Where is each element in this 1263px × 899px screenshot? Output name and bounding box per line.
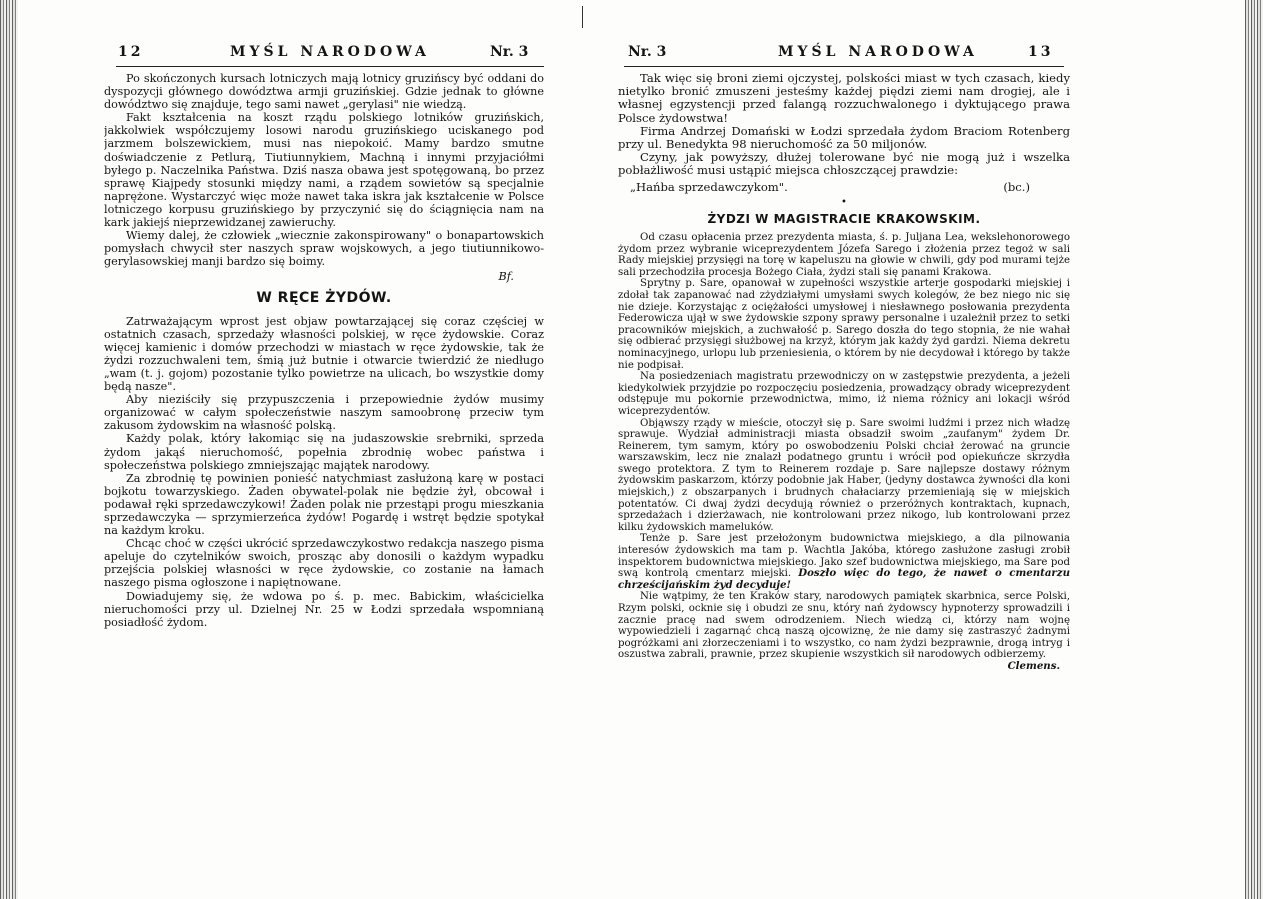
right-quote: „Hańba sprzedawczykom".	[630, 179, 788, 194]
left-page	[0, 0, 590, 899]
right-quote-line	[618, 181, 1070, 194]
right-section-paragraph-2: Sprytny p. Sare, opanował w zupełności wszystkie arterje gospodarki miejskiej i zdołał tak zapanować nad zżydziałymi umysłami swych kolegów, że bez niego nic się nie dzieje. Korzystając z ociężałości umysłowej i niesławnego posłowania prezydenta Federowicza ujął w swe żydowskie szpony sprawy personalne i uzależnił przez to setki pracowników miejskich, a zuchwałość p. Sarego doszła do tego stopnia, że nie wahał się odbierać przysięgi służbowej na krzyż, którym jak każdy żyd gardzi. Niema dekretu nominacyjnego, urlopu lub przeniesienia, o którem by nie decydował i którego by także nie podpisał.	[618, 278, 1070, 371]
left-text-column	[104, 72, 544, 879]
right-section-heading: ŻYDZI W MAGISTRACIE KRAKOWSKIM.	[707, 212, 981, 227]
left-paragraph-3: Wiemy dalej, że człowiek „wiecznie zakonspirowany" o bonapartowskich pomysłach chwycił ster naszych spraw wojskowych, a jego tiutiunnikowo-gerylasowskiej manji bardzo się boimy.	[104, 229, 544, 269]
right-final-signature: Clemens.	[1007, 659, 1060, 672]
left-signature: Bf.	[498, 270, 514, 284]
center-fold-mark	[582, 6, 583, 28]
right-page-number: 13	[1028, 44, 1054, 60]
left-section-paragraph-6: Dowiadujemy się, że wdowa po ś. p. mec. Babickim, właścicielka nieruchomości przy ul. Dzielnej Nr. 25 w Łodzi sprzedała wspomnianą posiadłość żydom.	[104, 589, 544, 629]
right-italic-tail: Doszło więc do tego, że nawet o cmentarzu chrześcijańskim żyd decyduje!	[618, 567, 1070, 591]
left-section-paragraph-2: Aby nieziściły się przypuszczenia i przepowiednie żydów musimy organizować w całym społeczeństwie naszym samoobronę przeciw tym zakusom żydowskim na własność polską.	[104, 393, 544, 433]
right-binding-edge	[1245, 0, 1263, 899]
left-section-paragraph-4: Za zbrodnię tę powinien ponieść natychmiast zasłużoną karę w postaci bojkotu towarzyskiego. Żaden obywatel-polak nie będzie żył, obcował i podawał ręki sprzedawczykowi! Żaden polak nie przestąpi progu mieszkania sprzedawczyka — sprzymierzeńca żydów! Pogardę i wstręt będzie spotykał na każdym kroku.	[104, 471, 544, 538]
right-header-rule	[624, 66, 1064, 67]
right-section-paragraph-3: Na posiedzeniach magistratu przewodniczy on w zastępstwie prezydenta, a jeżeli kiedykolwiek przyjdzie po rozpoczęciu posiedzenia, prowadzący obrady wiceprezydent odstępuje mu pokornie przewodnictwa, mimo, iż niema różnicy ani lokacji wśród wiceprezydentów.	[618, 371, 1070, 417]
left-section-paragraph-3: Każdy polak, który łakomiąc się na judaszowskie srebrniki, sprzeda żydom jakąś nieruchomość, popełnia zbrodnię wobec państwa i społeczeństwa polskiego zmniejszając majątek narodowy.	[104, 432, 544, 472]
right-final-paragraph-text: Nie wątpimy, że ten Kraków stary, narodowych pamiątek skarbnica, serce Polski, Rzym polski, ocknie się i obudzi ze snu, który nań żydowscy hypnoterzy sprowadzili i zacznie pracę nad swem odrodzeniem. Niech wiedzą ci, którzy nam wojnę wypowiedzieli i zagarnąć chcą naszą ojcowiznę, że nie damy się zastraszyć żadnymi pogróżkami ani złorzeczeniami i to wszystko, co nam żydzi bezprawnie, drogą intryg i oszustwa zabrali, prawnie, przez skupienie wszystkich sił narodowych odbierzemy.	[618, 591, 1070, 661]
right-lead-paragraph-2: Firma Andrzej Domański w Łodzi sprzedała żydom Braciom Rotenberg przy ul. Benedykta 98 nieruchomość za 50 miljonów.	[618, 123, 1070, 152]
left-page-header	[118, 44, 538, 66]
right-page	[590, 0, 1263, 899]
left-section-heading: W RĘCE ŻYDÓW.	[256, 289, 392, 306]
right-quote-signature: (bc.)	[1003, 179, 1030, 194]
left-paragraph-1: Po skończonych kursach lotniczych mają lotnicy gruzińscy być oddani do dyspozycji głównego dowództwa armji gruzińskiej. Gdzie jednak to główne dowództwo się znajduje, tego sami nawet „gerylasi" nie wiedzą.	[104, 72, 544, 112]
right-section-paragraph-1: Od czasu opłacenia przez prezydenta miasta, ś. p. Juljana Lea, wekslehonorowego żydom przez wybranie wiceprezydentem Józefa Sarego i złożenia przez tegoż w sali Rady miejskiej przysięgi na torę w kapeluszu na głowie w chwili, gdy pod murami tejże sali przechodziła procesja Bożego Ciała, żydzi stali się panami Krakowa.	[618, 232, 1070, 278]
right-section-paragraph-5	[618, 533, 1070, 591]
left-paragraph-2: Fakt kształcenia na koszt rządu polskiego lotników gruzińskich, jakkolwiek współczujemy losowi narodu gruzińskiego uciskanego pod jarzmem bolszewickiem, musi nas niepokoić. Mamy bardzo smutne doświadczenie z Petlurą, Tiutiunnykiem, Machną i innymi przyjaciółmi byłego p. Naczelnika Państwa. Dziś nasza obawa jest spotęgowaną, bo przez sprawę Kiajpedy stosunki między nami, a rządem sowietów są specjalnie naprężone. Wystarczyć więc może nawet taka iskra jak kształcenie w Polsce lotniczego korpusu gruzińskiego by przyczynić się do ściągnięcia nam na kark jakiejś nieprzewidzanej zawieruchy.	[104, 111, 544, 230]
right-lead-paragraph-3: Czyny, jak powyższy, dłużej tolerowane być nie mogą już i wszelka pobłażliwość musi ustąpić miejsca chłoszczącej prawdzie:	[618, 150, 1070, 178]
right-section-paragraph-5-text: Tenże p. Sare jest przełożonym budownictwa miejskiego, a dla pilnowania interesów żydowskich ma tam p. Wachtla Jakóba, którego zasłużone zasługi zrobił inspektorem budownictwa miejskiego. Jako szef budownictwa miejskiego, ma Sare pod swą kontrolą cmentarz miejski.	[618, 533, 1070, 580]
right-issue-number: Nr. 3	[628, 44, 667, 60]
left-section-paragraph-5: Chcąc choć w części ukrócić sprzedawczykostwo redakcja naszego pisma apeluje do czytelników swoich, prosząc aby donosili o każdym wypadku przejścia polskiej własności w ręce żydowskie, co zostanie na łamach naszego pisma ogłoszone i napiętnowane.	[104, 537, 544, 590]
left-binding-edge	[0, 0, 18, 899]
left-issue-number: Nr. 3	[490, 44, 529, 60]
left-running-title: MYŚL NARODOWA	[230, 44, 430, 60]
left-section-paragraph-1: Zatrważającym wprost jest objaw powtarzającej się coraz częściej w ostatnich czasach, sprzedaży własności polskiej, w ręce żydowskie. Coraz więcej kamienic i domów przechodzi w miastach w ręce żydowskie, tak że żydzi rozzuchwaleni tem, śmią już butnie i otwarcie twierdzić że niedługo „wam (t. j. gojom) pozostanie tylko powietrze na ulicach, bo wszystkie domy będą nasze".	[104, 314, 544, 394]
right-final-paragraph	[618, 591, 1070, 672]
right-text-column	[618, 72, 1070, 879]
left-page-number: 12	[118, 44, 144, 60]
right-section-bullet: •	[841, 196, 847, 208]
right-running-title: MYŚL NARODOWA	[778, 44, 978, 60]
right-lead-paragraph-1: Tak więc się broni ziemi ojczystej, polskości miast w tych czasach, kiedy nietylko bronić zmuszeni jesteśmy każdej piędzi ziemi nam drogiej, ale i własnej egzystencji przed falangą rozzuchwalonego i dyktującego prawa Polsce żydowstwa!	[618, 72, 1070, 125]
right-page-header	[628, 44, 1054, 66]
right-section-paragraph-4: Objąwszy rządy w mieście, otoczył się p. Sare swoimi ludźmi i przez nich władzę sprawuje. Wydział administracji miasta obsadził swoim „zaufanym" żydem Dr. Reinerem, tym samym, który po oswobodzeniu Polski chciał żerować na gruncie warszawskim, lecz nie znalazł podatnego gruntu i wrócił pod opiekuńcze skrzydła swego protektora. Z tym to Reinerem rozdaje p. Sare najlepsze dostawy różnym żydowskim paskarzom, którzy podobnie jak Haber, (jedyny dostawca żywności dla koni miejskich,) z obszarpanych i brudnych chałaciarzy przemieniają się w miejskich potentatów. Ci dwaj żydzi decydują również o przeróżnych kontraktach, kupnach, sprzedażach i dzierżawach, nie kontrolowani przez nikogo, lub kontrolowani przez kilku żydowskich mameluków.	[618, 417, 1070, 533]
left-header-rule	[116, 66, 544, 67]
